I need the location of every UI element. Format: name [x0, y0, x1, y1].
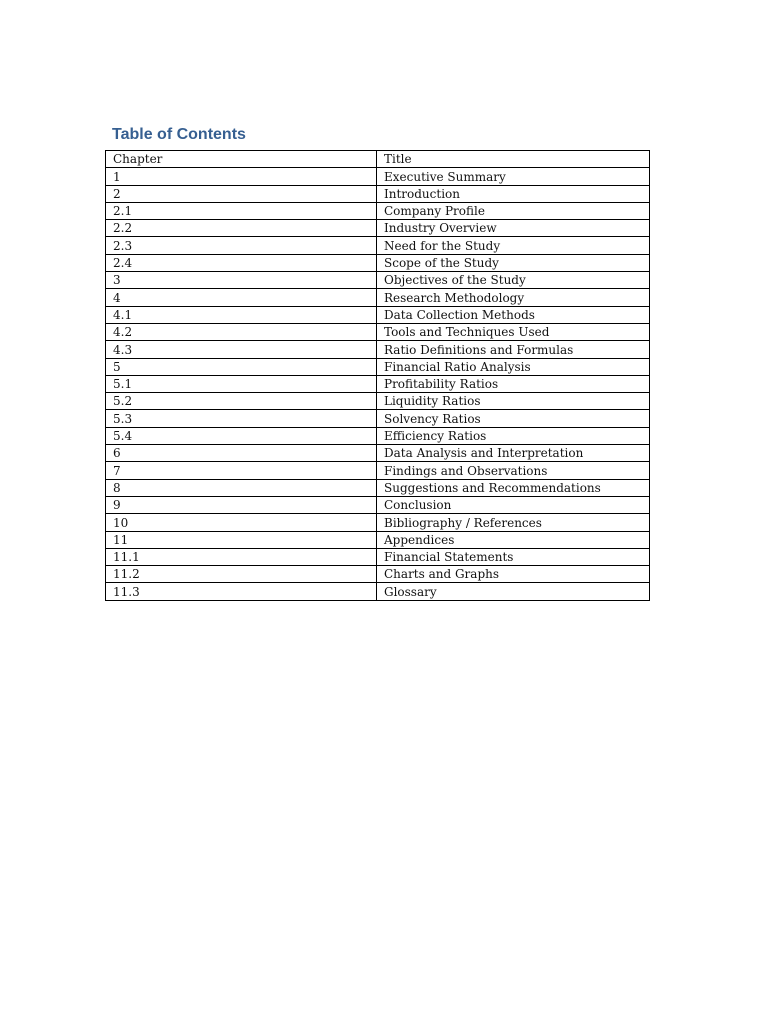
toc-row: [106, 289, 650, 306]
chapter-number-cell: 5.1: [106, 375, 377, 392]
chapter-number-cell: 11.3: [106, 583, 377, 600]
toc-row: [106, 531, 650, 548]
chapter-title-cell: Conclusion: [377, 496, 650, 513]
chapter-title-cell: Ratio Definitions and Formulas: [377, 341, 650, 358]
chapter-title-cell: Suggestions and Recommendations: [377, 479, 650, 496]
chapter-title-cell: Objectives of the Study: [377, 272, 650, 289]
chapter-number-cell: 2.4: [106, 254, 377, 271]
toc-row: [106, 462, 650, 479]
chapter-title-cell: Executive Summary: [377, 168, 650, 185]
toc-row: [106, 202, 650, 219]
toc-row: [106, 237, 650, 254]
toc-row: [106, 514, 650, 531]
chapter-title-cell: Industry Overview: [377, 220, 650, 237]
chapter-number-cell: 2.2: [106, 220, 377, 237]
chapter-title-cell: Liquidity Ratios: [377, 393, 650, 410]
chapter-number-cell: 5: [106, 358, 377, 375]
toc-row: [106, 358, 650, 375]
toc-row: [106, 393, 650, 410]
chapter-number-cell: 6: [106, 445, 377, 462]
chapter-title-cell: Solvency Ratios: [377, 410, 650, 427]
chapter-title-cell: Scope of the Study: [377, 254, 650, 271]
chapter-title-cell: Bibliography / References: [377, 514, 650, 531]
chapter-number-cell: 4.3: [106, 341, 377, 358]
toc-row: [106, 341, 650, 358]
chapter-title-cell: Financial Statements: [377, 548, 650, 565]
chapter-title-cell: Glossary: [377, 583, 650, 600]
chapter-number-cell: 5.2: [106, 393, 377, 410]
chapter-number-cell: 9: [106, 496, 377, 513]
chapter-number-cell: 5.3: [106, 410, 377, 427]
chapter-number-cell: 10: [106, 514, 377, 531]
toc-heading: Table of Contents: [112, 126, 246, 143]
chapter-title-cell: Charts and Graphs: [377, 566, 650, 583]
chapter-title-cell: Tools and Techniques Used: [377, 323, 650, 340]
chapter-number-cell: 1: [106, 168, 377, 185]
chapter-column-header: Chapter: [106, 151, 377, 168]
toc-row: [106, 583, 650, 600]
chapter-number-cell: 4: [106, 289, 377, 306]
chapter-title-cell: Company Profile: [377, 202, 650, 219]
toc-row: [106, 445, 650, 462]
toc-row: [106, 306, 650, 323]
toc-row: [106, 254, 650, 271]
chapter-title-cell: Profitability Ratios: [377, 375, 650, 392]
chapter-title-cell: Financial Ratio Analysis: [377, 358, 650, 375]
toc-row: [106, 410, 650, 427]
toc-row: [106, 272, 650, 289]
toc-row: [106, 427, 650, 444]
chapter-number-cell: 7: [106, 462, 377, 479]
chapter-number-cell: 5.4: [106, 427, 377, 444]
chapter-title-cell: Introduction: [377, 185, 650, 202]
toc-row: [106, 168, 650, 185]
toc-row: [106, 323, 650, 340]
toc-row: [106, 479, 650, 496]
chapter-number-cell: 2.1: [106, 202, 377, 219]
chapter-title-cell: Need for the Study: [377, 237, 650, 254]
chapter-number-cell: 8: [106, 479, 377, 496]
chapter-number-cell: 11.1: [106, 548, 377, 565]
chapter-title-cell: Data Collection Methods: [377, 306, 650, 323]
chapter-number-cell: 2.3: [106, 237, 377, 254]
toc-row: [106, 566, 650, 583]
toc-header-row: [106, 151, 650, 168]
toc-row: [106, 375, 650, 392]
toc-row: [106, 185, 650, 202]
chapter-title-cell: Findings and Observations: [377, 462, 650, 479]
chapter-number-cell: 3: [106, 272, 377, 289]
chapter-number-cell: 2: [106, 185, 377, 202]
chapter-number-cell: 11: [106, 531, 377, 548]
chapter-title-cell: Appendices: [377, 531, 650, 548]
toc-table-body: [106, 151, 650, 601]
chapter-title-cell: Research Methodology: [377, 289, 650, 306]
toc-row: [106, 220, 650, 237]
toc-table: [105, 150, 650, 601]
chapter-number-cell: 11.2: [106, 566, 377, 583]
chapter-number-cell: 4.2: [106, 323, 377, 340]
chapter-title-cell: Data Analysis and Interpretation: [377, 445, 650, 462]
chapter-title-cell: Efficiency Ratios: [377, 427, 650, 444]
title-column-header: Title: [377, 151, 650, 168]
chapter-number-cell: 4.1: [106, 306, 377, 323]
toc-row: [106, 496, 650, 513]
toc-row: [106, 548, 650, 565]
